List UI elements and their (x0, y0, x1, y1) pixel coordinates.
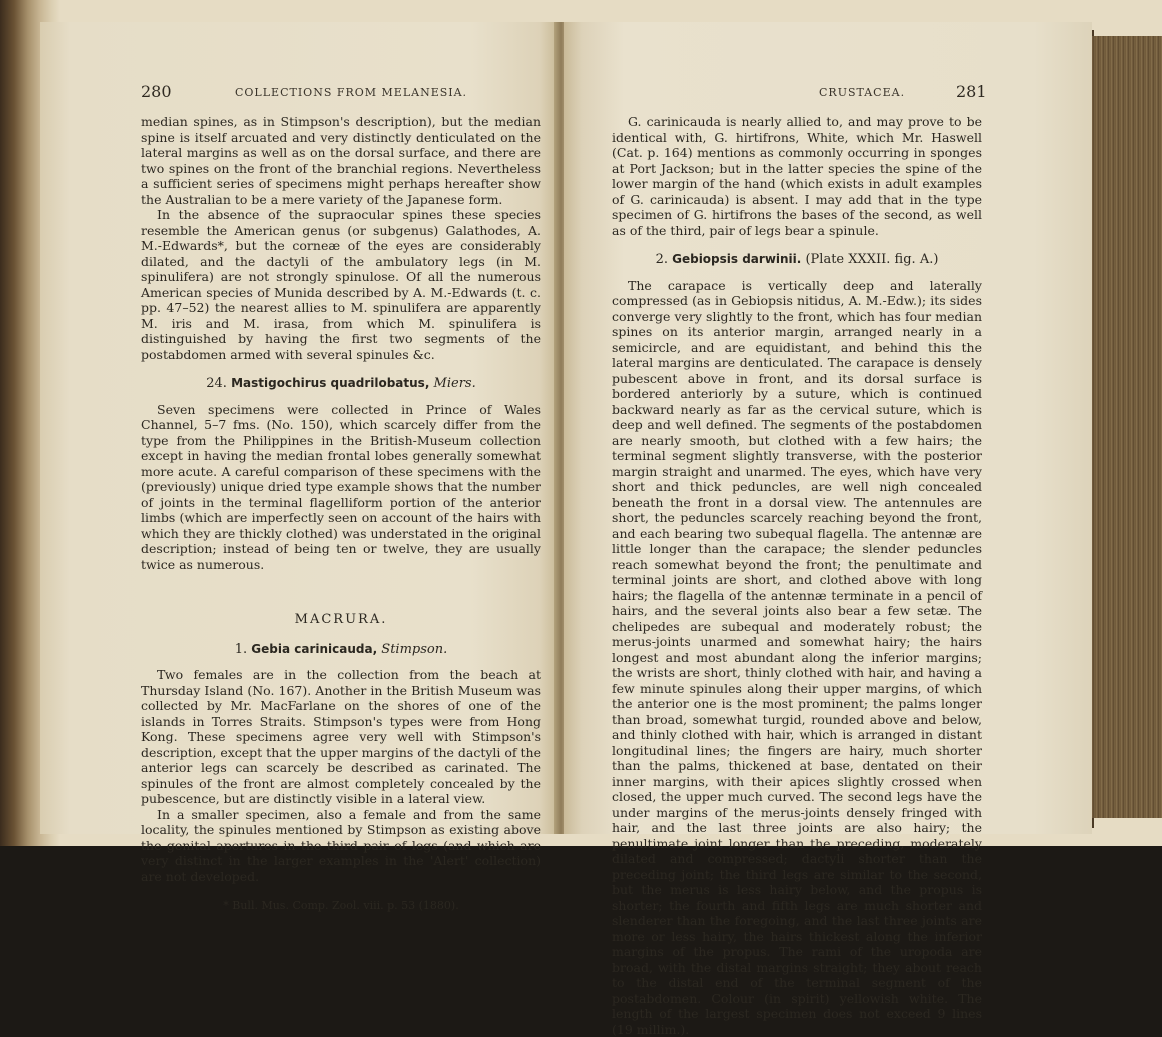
left-page (40, 22, 558, 834)
right-page-number: 281 (956, 82, 987, 101)
paragraph: In the absence of the supraocular spines these species resemble the American genus (or subgenus) Galathodes, A. M.-Edwards*, but the corneæ of the eyes are considerably dilated, and the dactyli of the ambulatory legs (in M. spinulifera) are not strongly spinulose. Of all the numerous American species of Munida described by A. M.-Edwards (t. c. pp. 47–52) the nearest allies to M. spinulifera are apparently M. iris and M. irasa, from which M. spinulifera is distinguished by having the first two segments of the postabdomen armed with several spinules &c. (141, 207, 541, 362)
paragraph: Seven specimens were collected in Prince of Wales Channel, 5–7 fms. (No. 150), which scarcely differ from the type from the Philippines in the British-Museum collection except in having the median frontal lobes generally somewhat more acute. A careful comparison of these specimens with the (previously) unique dried type example shows that the number of joints in the terminal flagelliform portion of the anterior limbs (which are imperfectly seen on account of the hairs with which they are thickly clothed) was understated in the original description; instead of being ten or twelve, they are usually twice as numerous. (141, 402, 541, 573)
right-text-column (612, 114, 982, 1037)
footnote: * Bull. Mus. Comp. Zool. viii. p. 53 (1880). (141, 898, 541, 914)
species-heading: 1. Gebia carinicauda, Stimpson. (141, 642, 541, 658)
paragraph: median spines, as in Stimpson's description), but the median spine is itself arcuated and very distinctly denticulated on the lateral margins as well as on the dorsal surface, and there are two spines on the front of the branchial regions. Nevertheless a sufficient series of specimens might perhaps hereafter show the Australian to be a mere variety of the Japanese form. (141, 114, 541, 207)
paragraph: Two females are in the collection from the beach at Thursday Island (No. 167). Another in the British Museum was collected by Mr. MacFarlane on the shores of one of the islands in Torres Straits. Stimpson's types were from Hong Kong. These specimens agree very well with Stimpson's description, except that the upper margins of the dactyli of the anterior legs can scarcely be described as carinated. The spinules of the front are almost completely concealed by the pubescence, but are distinctly visible in a lateral view. (141, 667, 541, 807)
page-edges (1090, 36, 1162, 818)
right-page (564, 22, 1092, 834)
right-running-head: CRUSTACEA. (819, 86, 905, 99)
paragraph: G. carinicauda is nearly allied to, and may prove to be identical with, G. hirtifrons, White, which Mr. Haswell (Cat. p. 164) mentions as commonly occurring in sponges at Port Jackson; but in the latter species the spine of the lower margin of the hand (which exists in adult examples of G. carinicauda) is absent. I may add that in the type specimen of G. hirtifrons the bases of the second, as well as of the third, pair of legs bear a spinule. (612, 114, 982, 238)
left-running-head: COLLECTIONS FROM MELANESIA. (235, 86, 467, 99)
paragraph: In a smaller specimen, also a female and from the same locality, the spinules mentioned by Stimpson as existing above the genital apertures in the third pair of legs (and which are very distinct in the larger examples in the 'Alert' collection) are not developed. (141, 807, 541, 885)
section-heading: MACRURA. (141, 612, 541, 628)
left-page-number: 280 (141, 82, 172, 101)
paragraph: The carapace is vertically deep and laterally compressed (as in Gebiopsis nitidus, A. M.-Edw.); its sides converge very slightly to the front, which has four median spines on its anterior margin, arranged nearly in a semicircle, and are equidistant, and behind this the lateral margins are denticulated. The carapace is densely pubescent above in front, and its dorsal surface is bordered anteriorly by a suture, which is continued backward nearly as far as the cervical suture, which is deep and well defined. The segments of the postabdomen are nearly smooth, but clothed with a few hairs; the terminal segment slightly transverse, with the posterior margin straight and unarmed. The eyes, which have very short and thick peduncles, are well nigh concealed beneath the front in a dorsal view. The antennules are short, the peduncles scarcely reaching beyond the front, and each bearing two subequal flagella. The antennæ are little longer than the carapace; the slender peduncles reach somewhat beyond the front; the penultimate and terminal joints are short, and clothed above with long hairs; the flagella of the antennæ terminate in a pencil of hairs, and the several joints also bear a few setæ. The chelipedes are subequal and moderately robust; the merus-joints unarmed and somewhat hairy; the hairs longest and most abundant along the inferior margins; the wrists are short, thinly clothed with hair, and having a few minute spinules along their upper margins, of which the anterior one is the most prominent; the palms longer than broad, somewhat turgid, rounded above and below, and thinly clothed with hair, which is arranged in distant longitudinal lines; the fingers are hairy, much shorter than the palms, thickened at base, dentated on their inner margins, with their apices slightly crossed when closed, the upper much curved. The second legs have the under margins of the merus-joints densely fringed with hair, and the last three joints are also hairy; the penultimate joint longer than the preceding, moderately dilated and compressed; dactyli shorter than the preceding joint; the third legs are similar to the second, but the merus is less hairy below, and the propus is shorter; the fourth and fifth legs are much shorter and slenderer than the foregoing, and the last three joints are more or less hairy, the hairs thickest along the inferior margins of the propus. The rami of the uropoda are broad, with the distal margins straight; they about reach to the distal end of the terminal segment of the postabdomen. Colour (in spirit) yellowish white. The length of the largest specimen does not exceed 9 lines (19 millim.). (612, 278, 982, 1037)
left-text-column (141, 114, 541, 914)
species-heading: 24. Mastigochirus quadrilobatus, Miers. (141, 376, 541, 392)
species-heading: 2. Gebiopsis darwinii. (Plate XXXII. fig. A.) (612, 252, 982, 268)
